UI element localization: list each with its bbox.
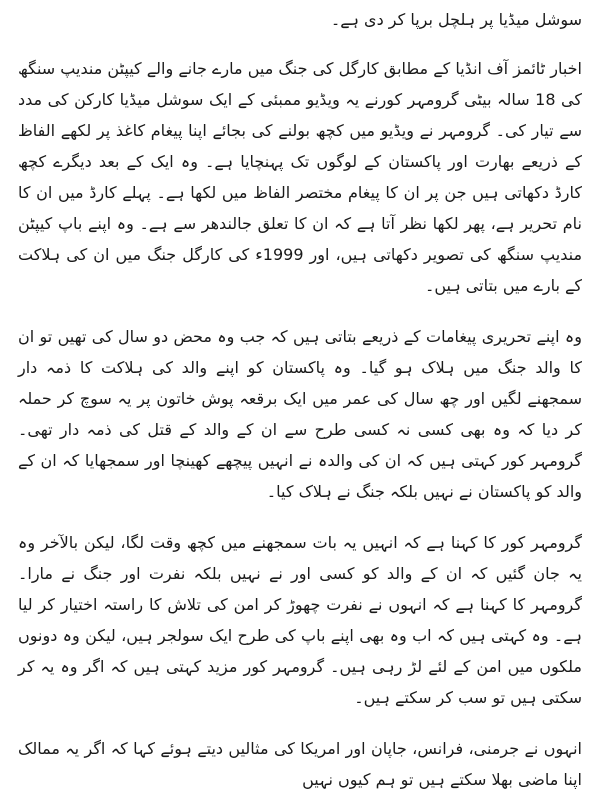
article-paragraph-4: گرومہر کور کا کہنا ہے کہ انہیں یہ بات سمجھنے میں کچھ وقت لگا، لیکن بالآخر وہ یہ جان گئیں کہ ان کے والد کو کسی اور نے نہیں بلکہ نفرت اور جنگ نے مارا۔ گرومہر کا کہنا ہے کہ انہوں نے نفرت چھوڑ کر امن کی تلاش کا راستہ اختیار کر لیا ہے۔ وہ کہتی ہیں کہ اب وہ بھی اپنے باپ کی طرح ایک سولجر ہیں، لیکن وہ دونوں ملکوں میں امن کے لئے لڑ رہی ہیں۔ گرومہر کور مزید کہتی ہیں کہ اگر وہ یہ کر سکتی ہیں تو سب کر سکتے ہیں۔: [18, 533, 582, 707]
article-paragraph-5: انہوں نے جرمنی، فرانس، جاپان اور امریکا کی مثالیں دیتے ہوئے کہا کہ اگر یہ ممالک اپنا ماضی بھلا سکتے ہیں تو ہم کیوں نہیں: [18, 739, 582, 789]
article-paragraph-2: اخبار ٹائمز آف انڈیا کے مطابق کارگل کی جنگ میں مارے جانے والے کیپٹن مندیپ سنگھ کی 18 سالہ بیٹی گرومہر کورنے یہ ویڈیو ممبئی کے ایک سوشل میڈیا کارکن کی مدد سے تیار کی۔ گرومہر نے ویڈیو میں کچھ بولنے کی بجائے اپنا پیغام کاغذ پر لکھے الفاظ کے ذریعے بھارت اور پاکستان کے لوگوں تک پہنچایا ہے۔ وہ ایک کے بعد دیگرے کچھ کارڈ دکھاتی ہیں جن پر ان کا پیغام مختصر الفاظ میں لکھا ہے۔ پہلے کارڈ میں ان کا نام تحریر ہے، پھر لکھا نظر آتا ہے کہ ان کا تعلق جالندھر سے ہے۔ وہ اپنے باپ کیپٹن مندیپ سنگھ کی تصویر دکھاتی ہیں، اور 1999ء کی کارگل جنگ میں ان کی ہلاکت کے بارے میں بتاتی ہیں۔: [18, 59, 583, 295]
article-paragraph-1: سوشل میڈیا پر ہلچل برپا کر دی ہے۔: [330, 10, 582, 29]
article-paragraph-3: وہ اپنے تحریری پیغامات کے ذریعے بتاتی ہیں کہ جب وہ محض دو سال کی تھیں تو ان کا والد جنگ میں ہلاک ہو گیا۔ وہ پاکستان کو اپنے والد کی ہلاکت کا ذمہ دار سمجھنے لگیں اور چھ سال کی عمر میں ایک برقعہ پوش خاتون پر یہ سوچ کر حملہ کر دیا کہ وہ بھی کسی نہ کسی طرح سے ان کے والد کے قتل کی ذمہ دار تھی۔ گرومہر کور کہتی ہیں کہ ان کی والدہ نے انہیں پیچھے کھینچا اور سمجھایا کہ ان کے والد کو پاکستان نے نہیں بلکہ جنگ نے ہلاک کیا۔: [18, 327, 582, 501]
